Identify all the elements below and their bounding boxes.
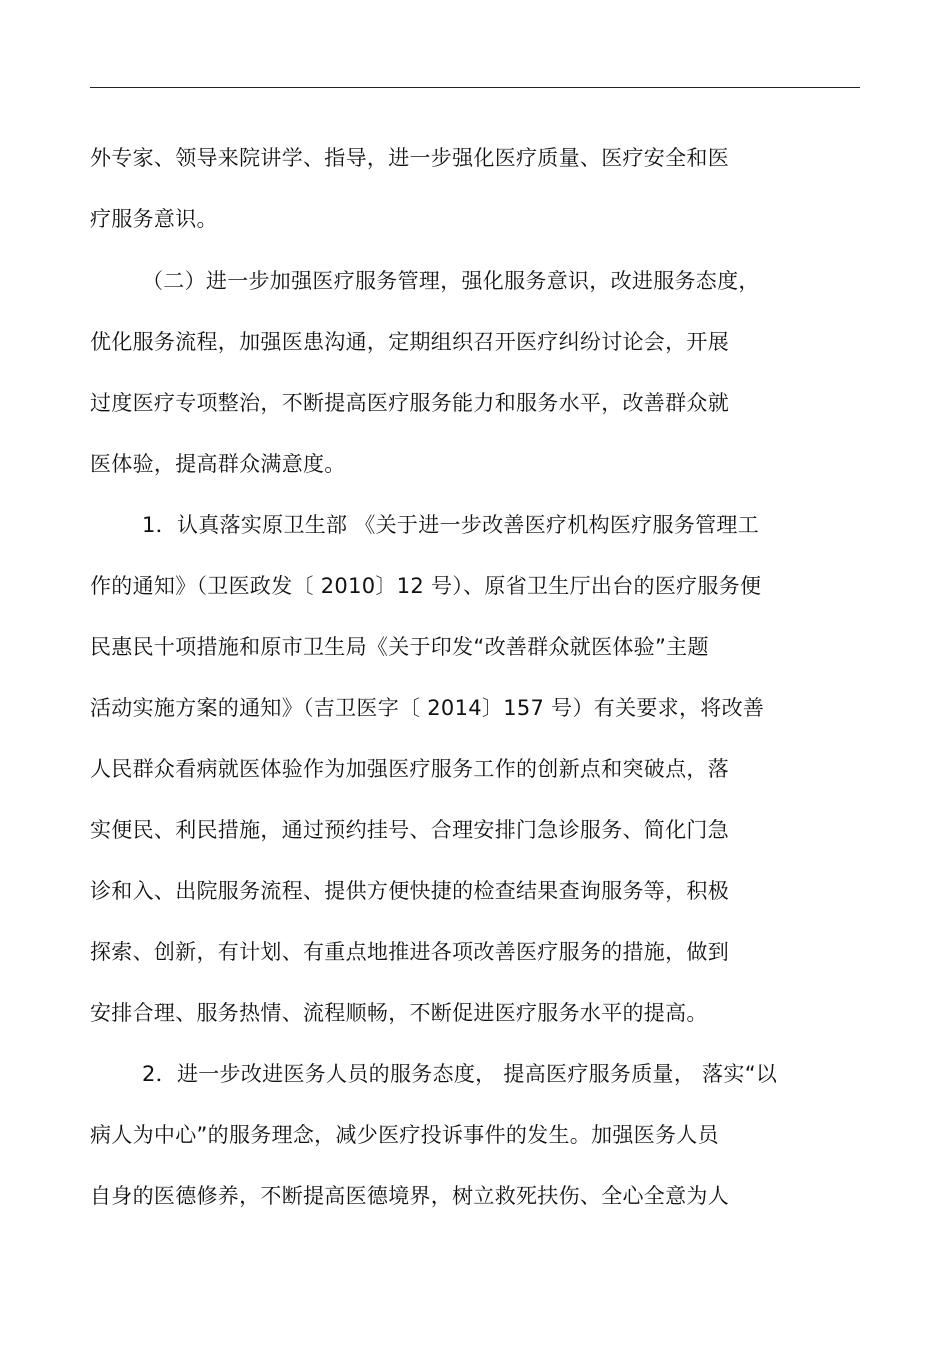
text-line: 过度医疗专项整治，不断提高医疗服务能力和服务水平，改善群众就 — [90, 391, 729, 415]
text-line: 活动实施方案的通知》（吉卫医字〔 2014〕157 号）有关要求，将改善 — [90, 696, 765, 720]
text-line: 2．进一步改进医务人员的服务态度， 提高医疗服务质量， 落实“以 — [142, 1062, 778, 1086]
text-line: 优化服务流程，加强医患沟通，定期组织召开医疗纠纷讨论会，开展 — [90, 330, 729, 354]
text-line: 实便民、利民措施，通过预约挂号、合理安排门急诊服务、简化门急 — [90, 818, 729, 842]
text-line: 作的通知》（卫医政发〔 2010〕12 号）、原省卫生厅出台的医疗服务便 — [90, 574, 762, 598]
text-line: 人民群众看病就医体验作为加强医疗服务工作的创新点和突破点，落 — [90, 757, 729, 781]
header-rule — [90, 87, 860, 88]
text-line: 医体验，提高群众满意度。 — [90, 452, 346, 476]
text-line: 诊和入、出院服务流程、提供方便快捷的检查结果查询服务等，积极 — [90, 879, 729, 903]
text-line: 安排合理、服务热情、流程顺畅，不断促进医疗服务水平的提高。 — [90, 1001, 708, 1025]
text-line: （二）进一步加强医疗服务管理，强化服务意识，改进服务态度， — [142, 269, 760, 293]
text-line: 探索、创新，有计划、有重点地推进各项改善医疗服务的措施，做到 — [90, 940, 729, 964]
text-line: 病人为中心”的服务理念，减少医疗投诉事件的发生。加强医务人员 — [90, 1123, 719, 1147]
text-line: 1．认真落实原卫生部 《关于进一步改善医疗机构医疗服务管理工 — [142, 513, 760, 537]
text-line: 外专家、领导来院讲学、指导，进一步强化医疗质量、医疗安全和医 — [90, 146, 729, 170]
text-line: 自身的医德修养，不断提高医德境界，树立救死扶伤、全心全意为人 — [90, 1184, 729, 1208]
text-line: 疗服务意识。 — [90, 207, 218, 231]
text-line: 民惠民十项措施和原市卫生局《关于印发“改善群众就医体验”主题 — [90, 635, 709, 659]
